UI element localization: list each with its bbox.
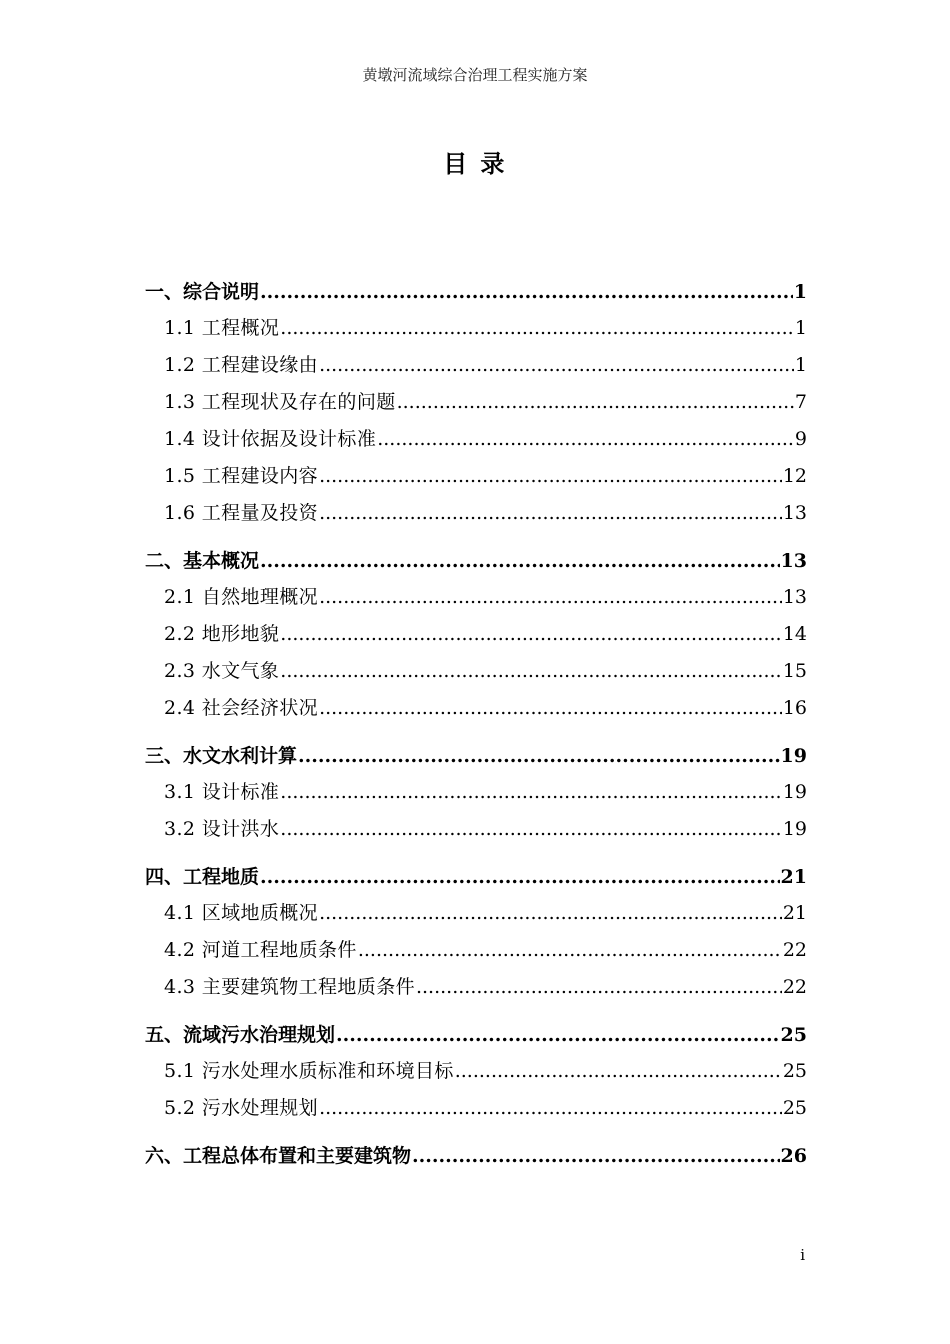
dot-leader: [280, 310, 794, 347]
toc-item-label: 4.2 河道工程地质条件: [164, 939, 357, 961]
toc-item-label: 5.1 污水处理水质标准和环境目标: [164, 1060, 454, 1082]
toc-page-number: 13: [782, 586, 807, 608]
dot-leader: [319, 347, 794, 384]
toc-section-3[interactable]: [145, 738, 807, 774]
toc-item-label: 4.1 区域地质概况: [164, 902, 319, 924]
toc-item-label: 2.3 水文气象: [164, 660, 280, 682]
toc-section-label: 四、工程地质: [145, 866, 260, 888]
toc-page-number: 15: [782, 660, 807, 682]
toc-page-number: 21: [780, 866, 807, 888]
toc-page-number: 25: [782, 1060, 807, 1082]
toc-item-2-2[interactable]: [145, 616, 807, 653]
toc-item-2-3[interactable]: [145, 653, 807, 690]
toc-item-label: 2.2 地形地貌: [164, 623, 280, 645]
dot-leader: [319, 690, 782, 727]
table-of-contents: [145, 274, 807, 1174]
toc-section-5[interactable]: [145, 1017, 807, 1053]
dot-leader: [298, 738, 780, 774]
toc-page-number: 19: [782, 818, 807, 840]
dot-leader: [358, 932, 782, 969]
toc-item-3-1[interactable]: [145, 774, 807, 811]
toc-item-5-2[interactable]: [145, 1090, 807, 1127]
toc-item-label: 1.1 工程概况: [164, 317, 280, 339]
dot-leader: [416, 969, 782, 1006]
toc-page-number: 19: [782, 781, 807, 803]
toc-page-number: 26: [780, 1145, 807, 1167]
running-header: 黄墩河流域综合治理工程实施方案: [362, 66, 588, 84]
toc-item-1-6[interactable]: [145, 495, 807, 532]
toc-page-number: 25: [782, 1097, 807, 1119]
toc-item-label: 5.2 污水处理规划: [164, 1097, 319, 1119]
toc-item-1-4[interactable]: [145, 421, 807, 458]
toc-item-label: 1.2 工程建设缘由: [164, 354, 319, 376]
toc-page-number: 1: [794, 317, 807, 339]
dot-leader: [319, 1090, 782, 1127]
toc-page-number: 19: [780, 745, 807, 767]
dot-leader: [336, 1017, 780, 1053]
toc-item-1-5[interactable]: [145, 458, 807, 495]
toc-item-1-2[interactable]: [145, 347, 807, 384]
toc-section-label: 一、综合说明: [145, 281, 260, 303]
page-title: 目 录: [443, 150, 507, 178]
dot-leader: [260, 274, 793, 310]
dot-leader: [319, 495, 782, 532]
toc-section-label: 二、基本概况: [145, 550, 260, 572]
toc-item-1-3[interactable]: [145, 384, 807, 421]
toc-section-6[interactable]: [145, 1138, 807, 1174]
dot-leader: [319, 458, 782, 495]
toc-item-label: 2.4 社会经济状况: [164, 697, 319, 719]
toc-page-number: 25: [780, 1024, 807, 1046]
toc-item-3-2[interactable]: [145, 811, 807, 848]
toc-item-label: 1.5 工程建设内容: [164, 465, 319, 487]
toc-page-number: 21: [782, 902, 807, 924]
toc-page-number: 1: [794, 354, 807, 376]
toc-page-number: 12: [782, 465, 807, 487]
toc-item-label: 4.3 主要建筑物工程地质条件: [164, 976, 415, 998]
dot-leader: [319, 579, 782, 616]
dot-leader: [377, 421, 794, 458]
dot-leader: [260, 859, 780, 895]
toc-page-number: 13: [780, 550, 807, 572]
toc-item-4-3[interactable]: [145, 969, 807, 1006]
dot-leader: [397, 384, 794, 421]
toc-section-label: 六、工程总体布置和主要建筑物: [145, 1145, 412, 1167]
dot-leader: [455, 1053, 782, 1090]
page-number: i: [800, 1246, 805, 1264]
toc-section-4[interactable]: [145, 859, 807, 895]
toc-item-4-1[interactable]: [145, 895, 807, 932]
toc-section-1[interactable]: [145, 274, 807, 310]
toc-section-label: 五、流域污水治理规划: [145, 1024, 336, 1046]
toc-item-2-1[interactable]: [145, 579, 807, 616]
toc-item-1-1[interactable]: [145, 310, 807, 347]
dot-leader: [260, 543, 780, 579]
toc-item-2-4[interactable]: [145, 690, 807, 727]
toc-page-number: 13: [782, 502, 807, 524]
toc-page-number: 22: [782, 939, 807, 961]
toc-item-label: 3.2 设计洪水: [164, 818, 280, 840]
toc-page-number: 14: [782, 623, 807, 645]
toc-page-number: 16: [782, 697, 807, 719]
dot-leader: [280, 616, 782, 653]
dot-leader: [412, 1138, 780, 1174]
toc-item-label: 3.1 设计标准: [164, 781, 280, 803]
toc-item-label: 1.6 工程量及投资: [164, 502, 319, 524]
dot-leader: [280, 653, 782, 690]
toc-item-label: 2.1 自然地理概况: [164, 586, 319, 608]
toc-page-number: 7: [794, 391, 807, 413]
toc-page-number: 9: [794, 428, 807, 450]
toc-page-number: 1: [793, 281, 807, 303]
toc-page-number: 22: [782, 976, 807, 998]
dot-leader: [319, 895, 782, 932]
toc-item-5-1[interactable]: [145, 1053, 807, 1090]
toc-item-label: 1.3 工程现状及存在的问题: [164, 391, 396, 413]
toc-item-4-2[interactable]: [145, 932, 807, 969]
toc-item-label: 1.4 设计依据及设计标准: [164, 428, 377, 450]
toc-section-2[interactable]: [145, 543, 807, 579]
toc-section-label: 三、水文水利计算: [145, 745, 298, 767]
dot-leader: [280, 774, 782, 811]
dot-leader: [280, 811, 782, 848]
